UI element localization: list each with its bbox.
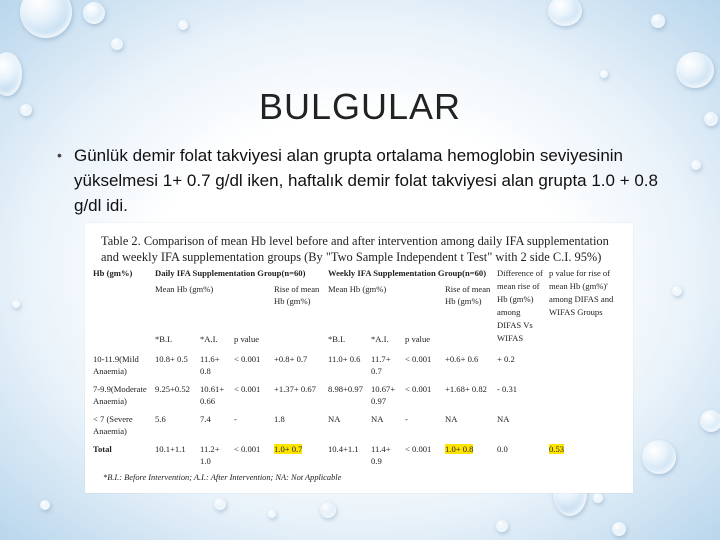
header-hb: Hb (gm%) [93, 268, 133, 278]
table-cell: + 0.2 [497, 354, 515, 364]
col-p-value: p value [234, 334, 260, 344]
table-cell: < 0.001 [234, 384, 261, 394]
water-drop-decoration [612, 522, 626, 536]
table-cell: NA [328, 414, 341, 424]
water-drop-decoration [700, 410, 720, 432]
water-drop-decoration [111, 38, 123, 50]
table-cell [547, 407, 629, 437]
bullet-text: Günlük demir folat takviyesi alan grupta ortalama hemoglobin seviyesinin yükselmesi 1+ 0.7 g/dl iken, haftalık demir folat takviyesi alan grupta 1.0 + 0.8 g/dl idi. [74, 146, 658, 215]
col-bi: *B.I. [155, 334, 173, 344]
row-label-cell: Total [93, 444, 112, 454]
table-footnote: *B.I.: Before Intervention; A.I.: After Intervention; NA: Not Applicable [103, 473, 342, 482]
table-cell: 10.4+1.1 [328, 444, 359, 454]
water-drop-decoration [672, 286, 682, 296]
table-cell: NA [371, 414, 384, 424]
row-label-cell: 7-9.9(Moderate Anaemia) [93, 384, 147, 406]
subheader-rise-weekly: Rise of mean Hb (gm%) [445, 284, 491, 306]
header-weekly-group: Weekly IFA Supplementation Group(n=60) [328, 268, 487, 278]
table-cell: 9.25+0.52 [155, 384, 190, 394]
table-cell: 11.7+ 0.7 [371, 354, 391, 376]
water-drop-decoration [691, 160, 701, 170]
water-drop-decoration [593, 493, 603, 503]
table-cell: 10.8+ 0.5 [155, 354, 188, 364]
col-ai: *A.I. [200, 334, 218, 344]
water-drop-decoration [496, 520, 508, 532]
subheader-mean-hb-weekly: Mean Hb (gm%) [328, 284, 387, 294]
table-cell: 8.98+0.97 [328, 384, 363, 394]
highlighted-value: 0.53 [549, 444, 565, 454]
table-cell: 11.4+ 0.9 [371, 444, 391, 466]
table-row [91, 377, 629, 407]
bullet-point [57, 143, 677, 218]
table-cell: 10.67+ 0.97 [371, 384, 396, 406]
table-cell: < 0.001 [234, 354, 261, 364]
table-cell: +1.68+ 0.82 [445, 384, 487, 394]
table-cell: 10.61+ 0.66 [200, 384, 225, 406]
table-cell: 10.1+1.1 [155, 444, 186, 454]
bullet-dot-icon: • [57, 147, 62, 163]
table-header-row [91, 267, 629, 279]
results-table [91, 267, 629, 467]
table-cell [547, 345, 629, 377]
table-cell: < 0.001 [405, 444, 432, 454]
water-drop-decoration [178, 20, 188, 30]
water-drop-decoration [320, 502, 336, 518]
water-drop-decoration [12, 300, 20, 308]
table-cell: +1.37+ 0.67 [274, 384, 316, 394]
table-body [91, 345, 629, 467]
water-drop-decoration [83, 2, 105, 24]
table-cell [272, 437, 326, 467]
table-cell: NA [497, 414, 510, 424]
water-drop-decoration [40, 500, 50, 510]
row-label-cell: 10-11.9(Mild Anaemia) [93, 354, 139, 376]
table-cell [443, 437, 495, 467]
header-difference: Difference of mean rise of Hb (gm%) among DIFAS Vs WIFAS [497, 268, 543, 343]
water-drop-decoration [676, 52, 714, 88]
table-cell: 0.0 [497, 444, 508, 454]
water-drop-decoration [600, 70, 608, 78]
table-cell: 5.6 [155, 414, 166, 424]
table-row [91, 345, 629, 377]
results-table-image [85, 223, 633, 493]
table-cell: +0.8+ 0.7 [274, 354, 308, 364]
water-drop-decoration [268, 510, 276, 518]
table-caption: Table 2. Comparison of mean Hb level before and after intervention among daily IFA supplementation and weekly IFA supplementation groups (By "Two Sample Independent t Test" with 2 side C.I. 95%) [101, 234, 609, 264]
table-cell: 11.2+ 1.0 [200, 444, 220, 466]
table-cell: < 0.001 [234, 444, 261, 454]
table-row [91, 407, 629, 437]
table-cell: < 0.001 [405, 354, 432, 364]
col-bi: *B.I. [328, 334, 346, 344]
table-cell: 11.0+ 0.6 [328, 354, 361, 364]
table-cell: NA [445, 414, 458, 424]
table-row [91, 437, 629, 467]
subheader-mean-hb-daily: Mean Hb (gm%) [155, 284, 214, 294]
table-cell [547, 377, 629, 407]
col-p-value: p value [405, 334, 431, 344]
header-p-value-rise: p value for rise of mean Hb (gm%)' among DIFAS and WIFAS Groups [549, 268, 614, 317]
table-cell: 1.8 [274, 414, 285, 424]
table-cell: < 0.001 [405, 384, 432, 394]
water-drop-decoration [651, 14, 665, 28]
col-ai: *A.I. [371, 334, 389, 344]
table-cell: 7.4 [200, 414, 211, 424]
table-cell: - [234, 414, 237, 424]
table-cell: - 0.31 [497, 384, 518, 394]
table-cell [547, 437, 629, 467]
slide-title: BULGULAR [258, 86, 462, 127]
water-drop-decoration [214, 498, 226, 510]
row-label-cell: < 7 (Severe Anaemia) [93, 414, 133, 436]
highlighted-value: 1.0+ 0.7 [274, 444, 303, 454]
water-drop-decoration [642, 440, 676, 474]
table-cell: 11.6+ 0.8 [200, 354, 220, 376]
highlighted-value: 1.0+ 0.8 [445, 444, 474, 454]
table-cell: +0.6+ 0.6 [445, 354, 479, 364]
header-daily-group: Daily IFA Supplementation Group(n=60) [155, 268, 306, 278]
table-cell: - [405, 414, 408, 424]
subheader-rise-daily: Rise of mean Hb (gm%) [274, 284, 320, 306]
